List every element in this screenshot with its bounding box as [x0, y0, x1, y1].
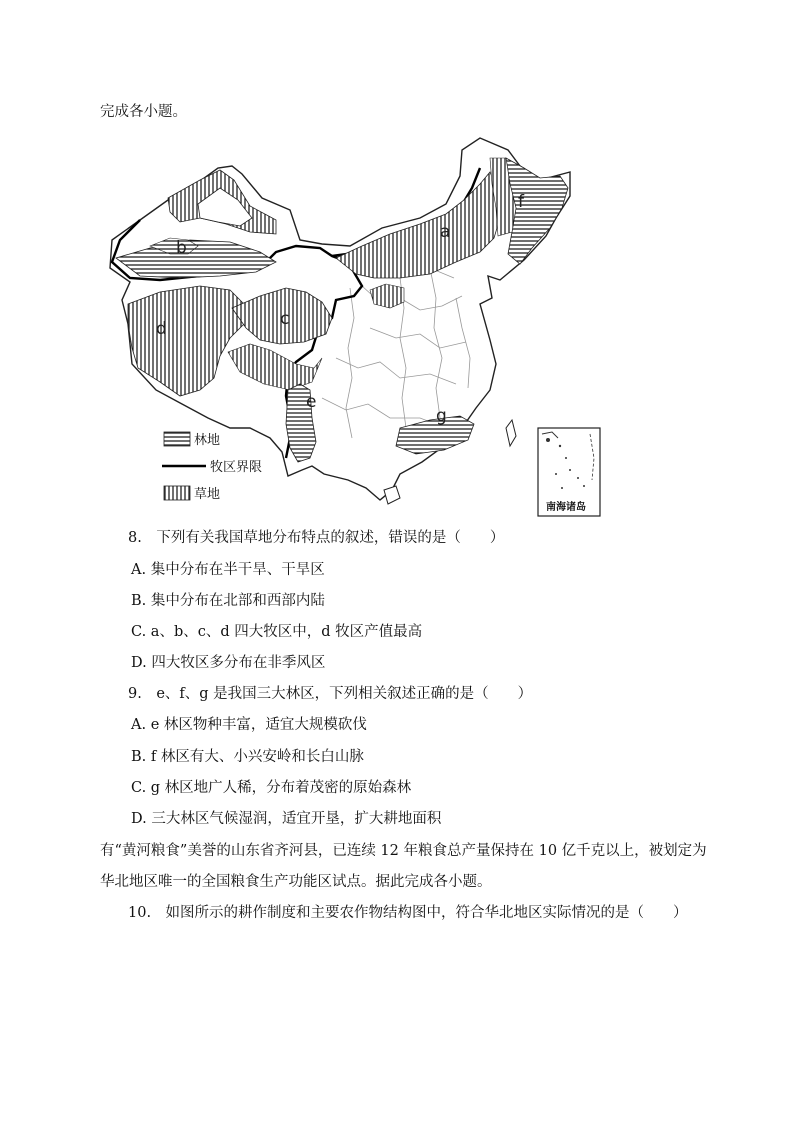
map-label-e: e	[306, 392, 317, 412]
china-map-figure	[100, 128, 605, 520]
map-label-c: c	[280, 309, 290, 329]
q9-stem: 9. e、f、g 是我国三大林区，下列相关叙述正确的是（ ）	[128, 686, 533, 702]
passage-line-1: 有“黄河粮食”美誉的山东省齐河县，已连续 12 年粮食总产量保持在 10 亿千克以上，被划定为	[100, 843, 707, 859]
q9-option-a: A. e 林区物种丰富，适宜大规模砍伐	[131, 717, 367, 733]
map-label-a: a	[440, 222, 451, 242]
taiwan-island	[506, 420, 516, 446]
map-label-b: b	[176, 238, 187, 258]
intro-tail-text: 完成各小题。	[100, 104, 187, 120]
q8-stem: 8. 下列有关我国草地分布特点的叙述，错误的是（ ）	[128, 530, 505, 546]
q8-option-c: C. a、b、c、d 四大牧区中，d 牧区产值最高	[131, 624, 423, 640]
legend-grassland-label: 草地	[194, 487, 221, 502]
q8-option-d: D. 四大牧区多分布在非季风区	[131, 655, 326, 671]
hainan-island	[384, 486, 400, 504]
inset-label: 南海诸岛	[546, 502, 586, 513]
legend-forest-label: 林地	[194, 433, 221, 448]
q8-option-b: B. 集中分布在北部和西部内陆	[131, 593, 325, 609]
map-label-d: d	[156, 319, 167, 339]
map-label-g: g	[436, 406, 447, 426]
q9-option-d: D. 三大林区气候湿润，适宜开垦，扩大耕地面积	[131, 811, 442, 827]
passage-line-2: 华北地区唯一的全国粮食生产功能区试点。据此完成各小题。	[100, 874, 492, 890]
q9-option-b: B. f 林区有大、小兴安岭和长白山脉	[131, 749, 364, 765]
q9-option-c: C. g 林区地广人稀，分布着茂密的原始森林	[131, 780, 412, 796]
q8-option-a: A. 集中分布在半干旱、干旱区	[131, 562, 325, 578]
map-label-f: f	[518, 192, 524, 212]
q10-stem: 10. 如图所示的耕作制度和主要农作物结构图中，符合华北地区实际情况的是（ ）	[128, 905, 688, 921]
legend-forest-swatch	[164, 432, 190, 446]
legend-grassland-swatch	[164, 486, 190, 500]
legend-boundary-label: 牧区界限	[210, 460, 263, 475]
